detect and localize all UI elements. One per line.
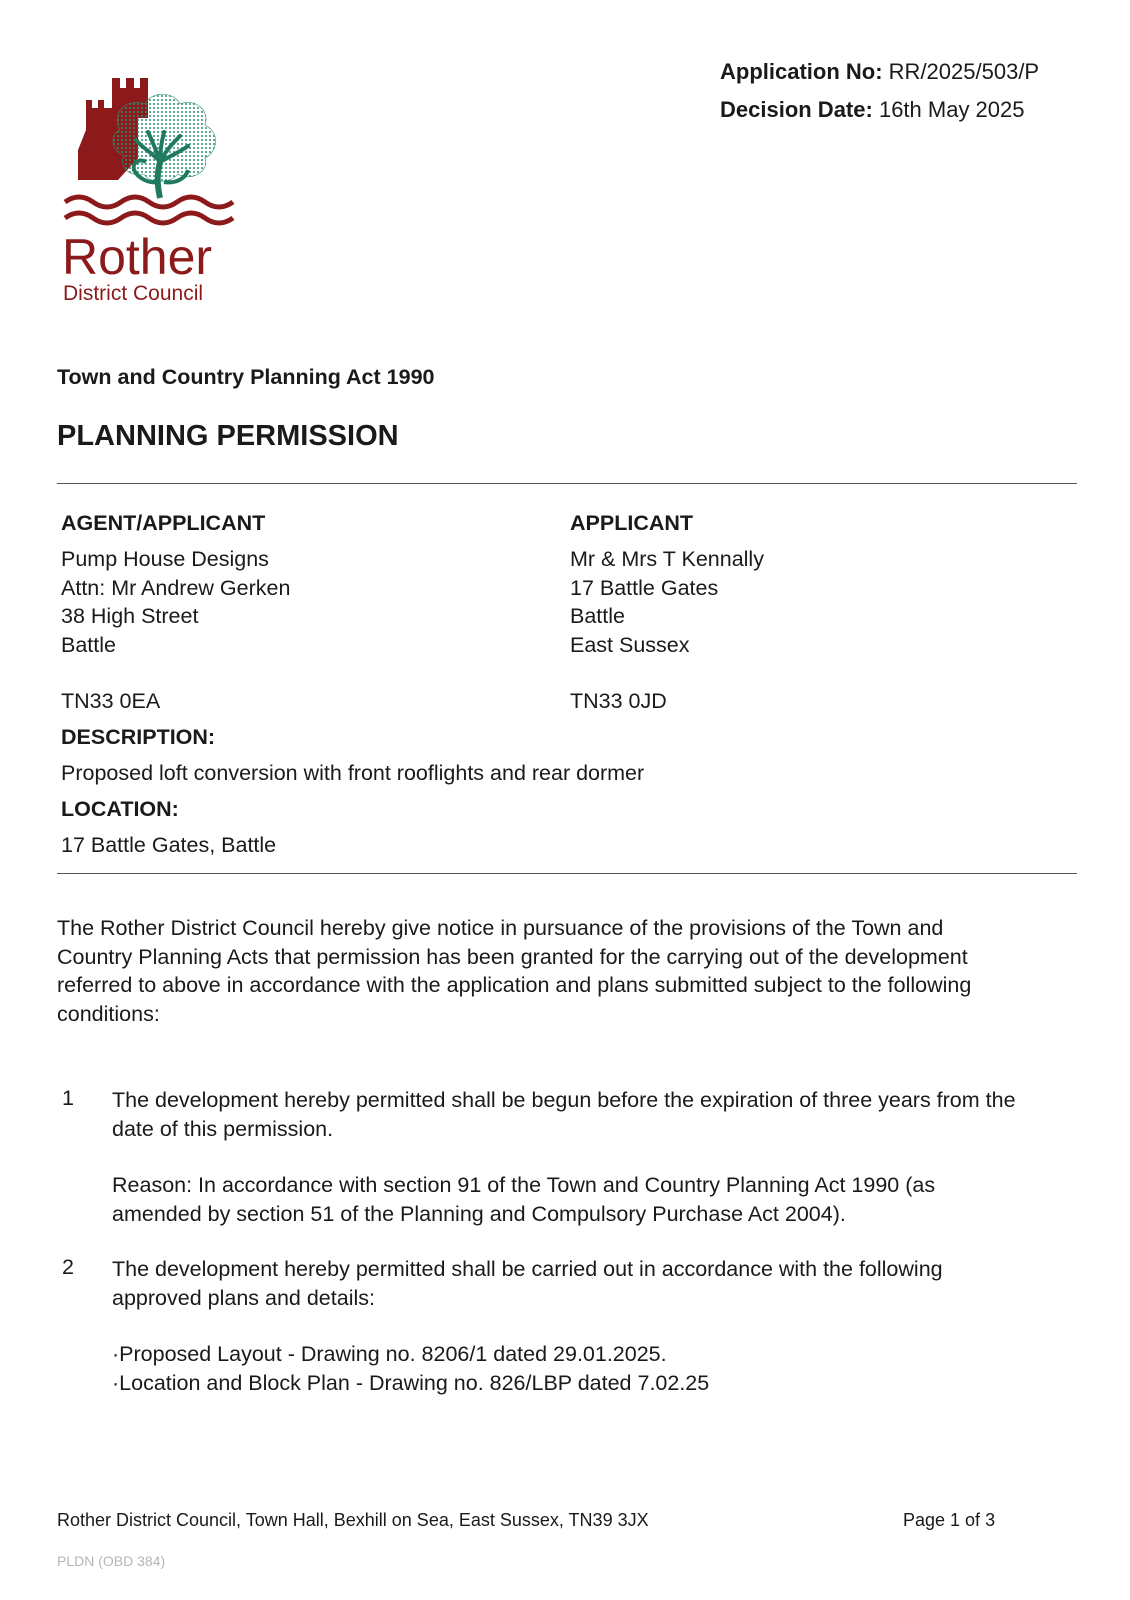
intro-line: The Rother District Council hereby give notice in pursuance of the provisions of the Town and (57, 916, 944, 940)
description-heading: DESCRIPTION: (61, 725, 216, 749)
application-number-label: Application No: (720, 59, 883, 84)
intro-line: conditions: (57, 1001, 160, 1026)
agent-address-line: Pump House Designs (61, 547, 269, 571)
condition-number: 1 (62, 1086, 74, 1110)
council-crest-icon (60, 70, 235, 230)
condition-number: 2 (62, 1255, 74, 1279)
divider-top (57, 483, 1077, 484)
application-number (720, 58, 1039, 86)
condition-line: date of this permission. (112, 1116, 334, 1141)
approved-plans-list (112, 1340, 1077, 1397)
applicant-address-line: Battle (570, 604, 625, 628)
decision-date-label: Decision Date: (720, 97, 873, 122)
logo-name: Rother (62, 229, 213, 285)
applicant-address (570, 545, 764, 659)
agent-address (61, 545, 290, 659)
condition-text (112, 1086, 1077, 1143)
condition-text (112, 1255, 1077, 1312)
location-heading: LOCATION: (61, 797, 179, 821)
agent-heading: AGENT/APPLICANT (61, 511, 266, 535)
council-logo (60, 70, 240, 310)
decision-date (720, 96, 1025, 124)
reason-line: amended by section 51 of the Planning and Compulsory Purchase Act 2004). (112, 1201, 846, 1226)
page-title: PLANNING PERMISSION (57, 420, 399, 452)
condition-line: The development hereby permitted shall be carried out in accordance with the following (112, 1257, 943, 1281)
description-text: Proposed loft conversion with front rooflights and rear dormer (61, 761, 645, 785)
condition-line: The development hereby permitted shall be begun before the expiration of three years from the (112, 1088, 1016, 1112)
plan-item: ·Proposed Layout - Drawing no. 8206/1 dated 29.01.2025. (112, 1342, 667, 1366)
form-code: PLDN (OBD 384) (57, 1553, 166, 1569)
divider-bottom (57, 873, 1077, 874)
applicant-address-line: East Sussex (570, 632, 690, 657)
page-number: Page 1 of 3 (903, 1510, 996, 1530)
agent-address-line: Attn: Mr Andrew Gerken (61, 575, 291, 600)
condition-reason (112, 1171, 1077, 1228)
agent-address-line: 38 High Street (61, 604, 199, 628)
intro-paragraph (57, 914, 1087, 1028)
location-text: 17 Battle Gates, Battle (61, 833, 277, 857)
intro-line: referred to above in accordance with the application and plans submitted subject to the following (57, 973, 972, 997)
intro-line: Country Planning Acts that permission has been granted for the carrying out of the development (57, 944, 968, 969)
footer-address: Rother District Council, Town Hall, Bexhill on Sea, East Sussex, TN39 3JX (57, 1510, 649, 1530)
applicant-address-line: Mr & Mrs T Kennally (570, 547, 764, 571)
plan-item: ·Location and Block Plan - Drawing no. 826/LBP dated 7.02.25 (112, 1370, 710, 1395)
applicant-postcode: TN33 0JD (570, 689, 667, 713)
application-number-value: RR/2025/503/P (888, 59, 1040, 84)
agent-address-line: Battle (61, 632, 116, 657)
reason-line: Reason: In accordance with section 91 of the Town and Country Planning Act 1990 (as (112, 1173, 936, 1197)
act-title: Town and Country Planning Act 1990 (57, 365, 435, 389)
applicant-address-line: 17 Battle Gates (570, 575, 719, 600)
decision-date-value: 16th May 2025 (878, 97, 1025, 122)
applicant-heading: APPLICANT (570, 511, 694, 535)
condition-line: approved plans and details: (112, 1285, 375, 1310)
agent-postcode: TN33 0EA (61, 689, 161, 713)
logo-subname: District Council (63, 282, 204, 305)
